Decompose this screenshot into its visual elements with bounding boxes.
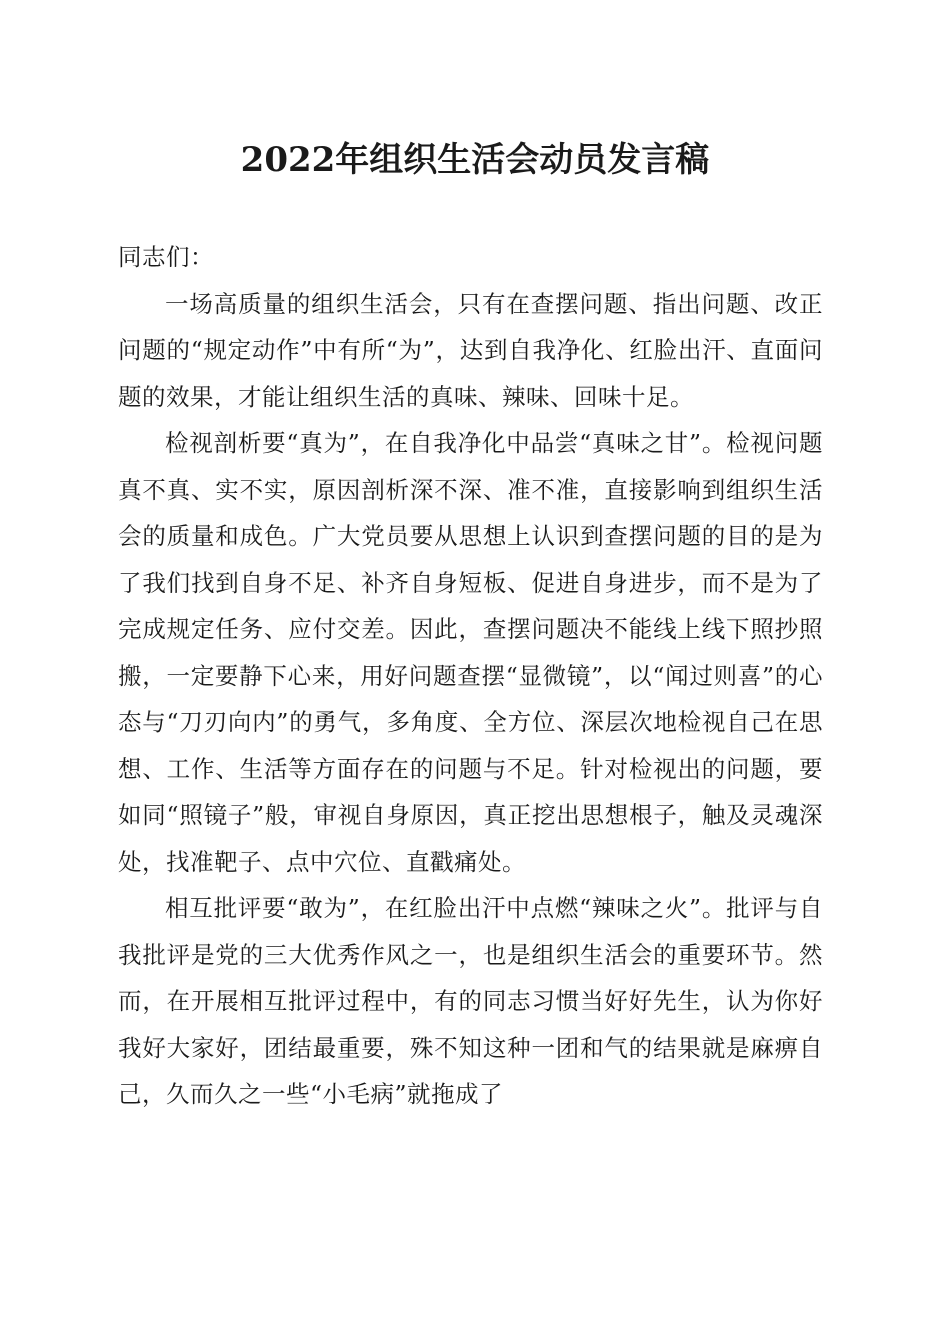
salutation: 同志们： xyxy=(118,243,214,271)
document-title: 2022年组织生活会动员发言稿 xyxy=(240,140,710,180)
paragraph-intro: 一场高质量的组织生活会，只有在查摆问题、指出问题、改正问题的“规定动作”中有所“为”，达到自我净化、红脸出汗、直面问题的效果，才能让组织生活的真味、辣味、回味十足。 xyxy=(118,289,823,411)
paragraph-self-examination: 检视剖析要“真为”，在自我净化中品尝“真味之甘”。检视问题真不真、实不实，原因剖析深不深、准不准，直接影响到组织生活会的质量和成色。广大党员要从思想上认识到查摆问题的目的是为了我们找到自身不足、补齐自身短板、促进自身进步，而不是为了完成规定任务、应付交差。因此，查摆问题决不能线上线下照抄照搬，一定要静下心来，用好问题查摆“显微镜”，以“闻过则喜”的心态与“刀刃向内”的勇气，多角度、全方位、深层次地检视自己在思想、工作、生活等方面存在的问题与不足。针对检视出的问题，要如同“照镜子”般，审视自身原因，真正挖出思想根子，触及灵魂深处，找准靶子、点中穴位、直戳痛处。 xyxy=(118,429,823,876)
document-body xyxy=(118,234,823,1118)
paragraph-mutual-criticism: 相互批评要“敢为”，在红脸出汗中点燃“辣味之火”。批评与自我批评是党的三大优秀作风之一，也是组织生活会的重要环节。然而，在开展相互批评过程中，有的同志习惯当好好先生，认为你好我好大家好，团结最重要，殊不知这种一团和气的结果就是麻痹自己，久而久之一些“小毛病”就拖成了 xyxy=(118,894,823,1108)
